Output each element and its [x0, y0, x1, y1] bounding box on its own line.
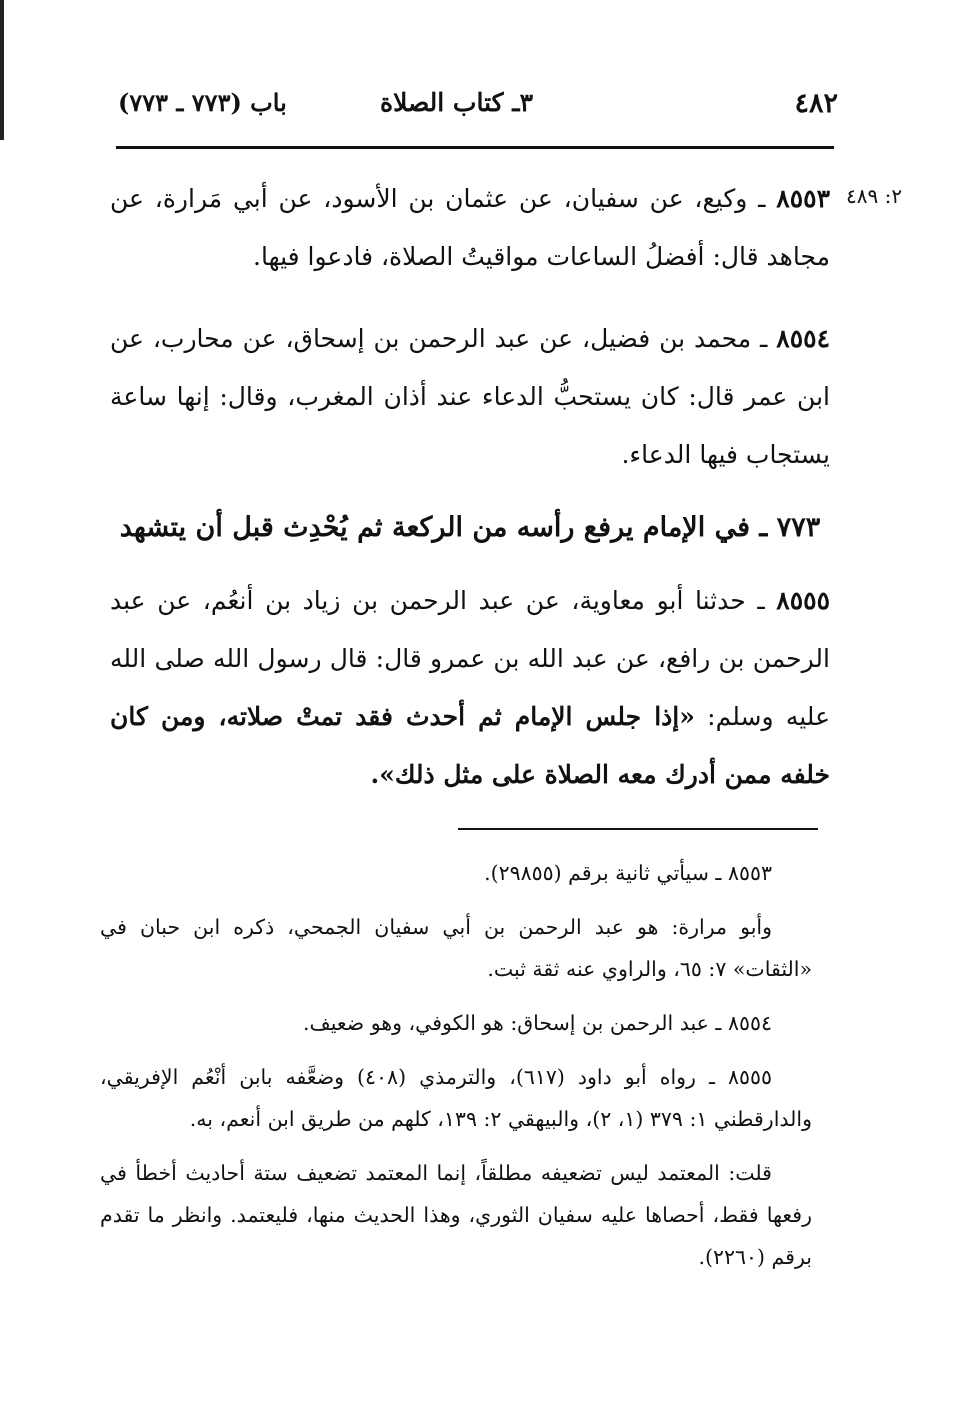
hadith-number: ٨٥٥٥: [776, 586, 830, 615]
chapter-heading: ٧٧٣ ـ في الإمام يرفع رأسه من الركعة ثم يُحْدِث قبل أن يتشهد: [119, 512, 821, 543]
footnote-8553: ٨٥٥٣ ـ سيأتي ثانية برقم (٢٩٨٥٥).: [484, 861, 772, 885]
hadith-number: ٨٥٥٣: [776, 184, 830, 213]
hadith-text: ـ محمد بن فضيل، عن عبد الرحمن بن إسحاق، عن محارب، عن ابن عمر قال: كان يستحبُّ الدعاء عند أذان المغرب، وقال: إنها ساعة يستجاب فيها الدعاء.: [110, 324, 830, 469]
footnotes: [100, 852, 812, 1290]
footnote-8555: ٨٥٥٥ ـ رواه أبو داود (٦١٧)، والترمذي (٤٠٨) وضعَّفه بابن أنْعُم الإفريقي، والدارقطني ١: ٣٧٩ (١، ٢)، والبيهقي ٢: ١٣٩، كلهم من طريق ابن أنعم، به.: [100, 1065, 812, 1131]
footnote-8554: ٨٥٥٤ ـ عبد الرحمن بن إسحاق: هو الكوفي، وهو ضعيف.: [302, 1011, 772, 1035]
hadith-8553: [110, 170, 830, 286]
footnote-comment: قلت: المعتمد ليس تضعيفه مطلقاً، إنما المعتمد تضعيف ستة أحاديث أخطأ في رفعها فقط، أحصاها عليه سفيان الثوري، وهذا الحديث منها، فليعتمد. وانظر ما تقدم برقم (٢٢٦٠).: [100, 1161, 812, 1269]
chapter-range: باب (٧٧٣ ـ ٧٧٣): [118, 88, 287, 117]
hadith-8555: [110, 572, 830, 804]
hadith-text: ـ وكيع، عن سفيان، عن عثمان بن الأسود، عن أبي مَرارة، عن مجاهد قال: أفضلُ الساعات مواقيتُ الصلاة، فادعوا فيها.: [110, 184, 830, 271]
footnote-abu-marara: وأبو مرارة: هو عبد الرحمن بن أبي سفيان الجمحي، ذكره ابن حبان في «الثقات» ٧: ٦٥، والراوي عنه ثقة ثبت.: [100, 915, 812, 981]
header-rule: [116, 146, 834, 149]
footnote-rule: [458, 828, 818, 830]
page-header: [118, 88, 838, 128]
book-title: ٣ـ كتاب الصلاة: [379, 88, 533, 117]
hadith-quote: «إذا جلس الإمام ثم أحدث فقد تمتْ صلاته، ومن كان خلفه ممن أدرك معه الصلاة على مثل ذلك».: [110, 702, 830, 789]
hadith-text: ـ حدثنا أبو معاوية، عن عبد الرحمن بن زياد بن أنعُم، عن عبد الرحمن بن رافع، عن عبد الله بن عمرو قال: قال رسول الله صلى الله عليه وسلم:: [110, 586, 830, 731]
hadith-number: ٨٥٥٤: [776, 324, 830, 353]
page-number: ٤٨٢: [794, 88, 838, 119]
scan-edge-line: [0, 0, 4, 140]
hadith-8554: [110, 310, 830, 484]
margin-reference: ٢: ٤٨٩: [846, 184, 903, 208]
main-text: [110, 170, 830, 828]
